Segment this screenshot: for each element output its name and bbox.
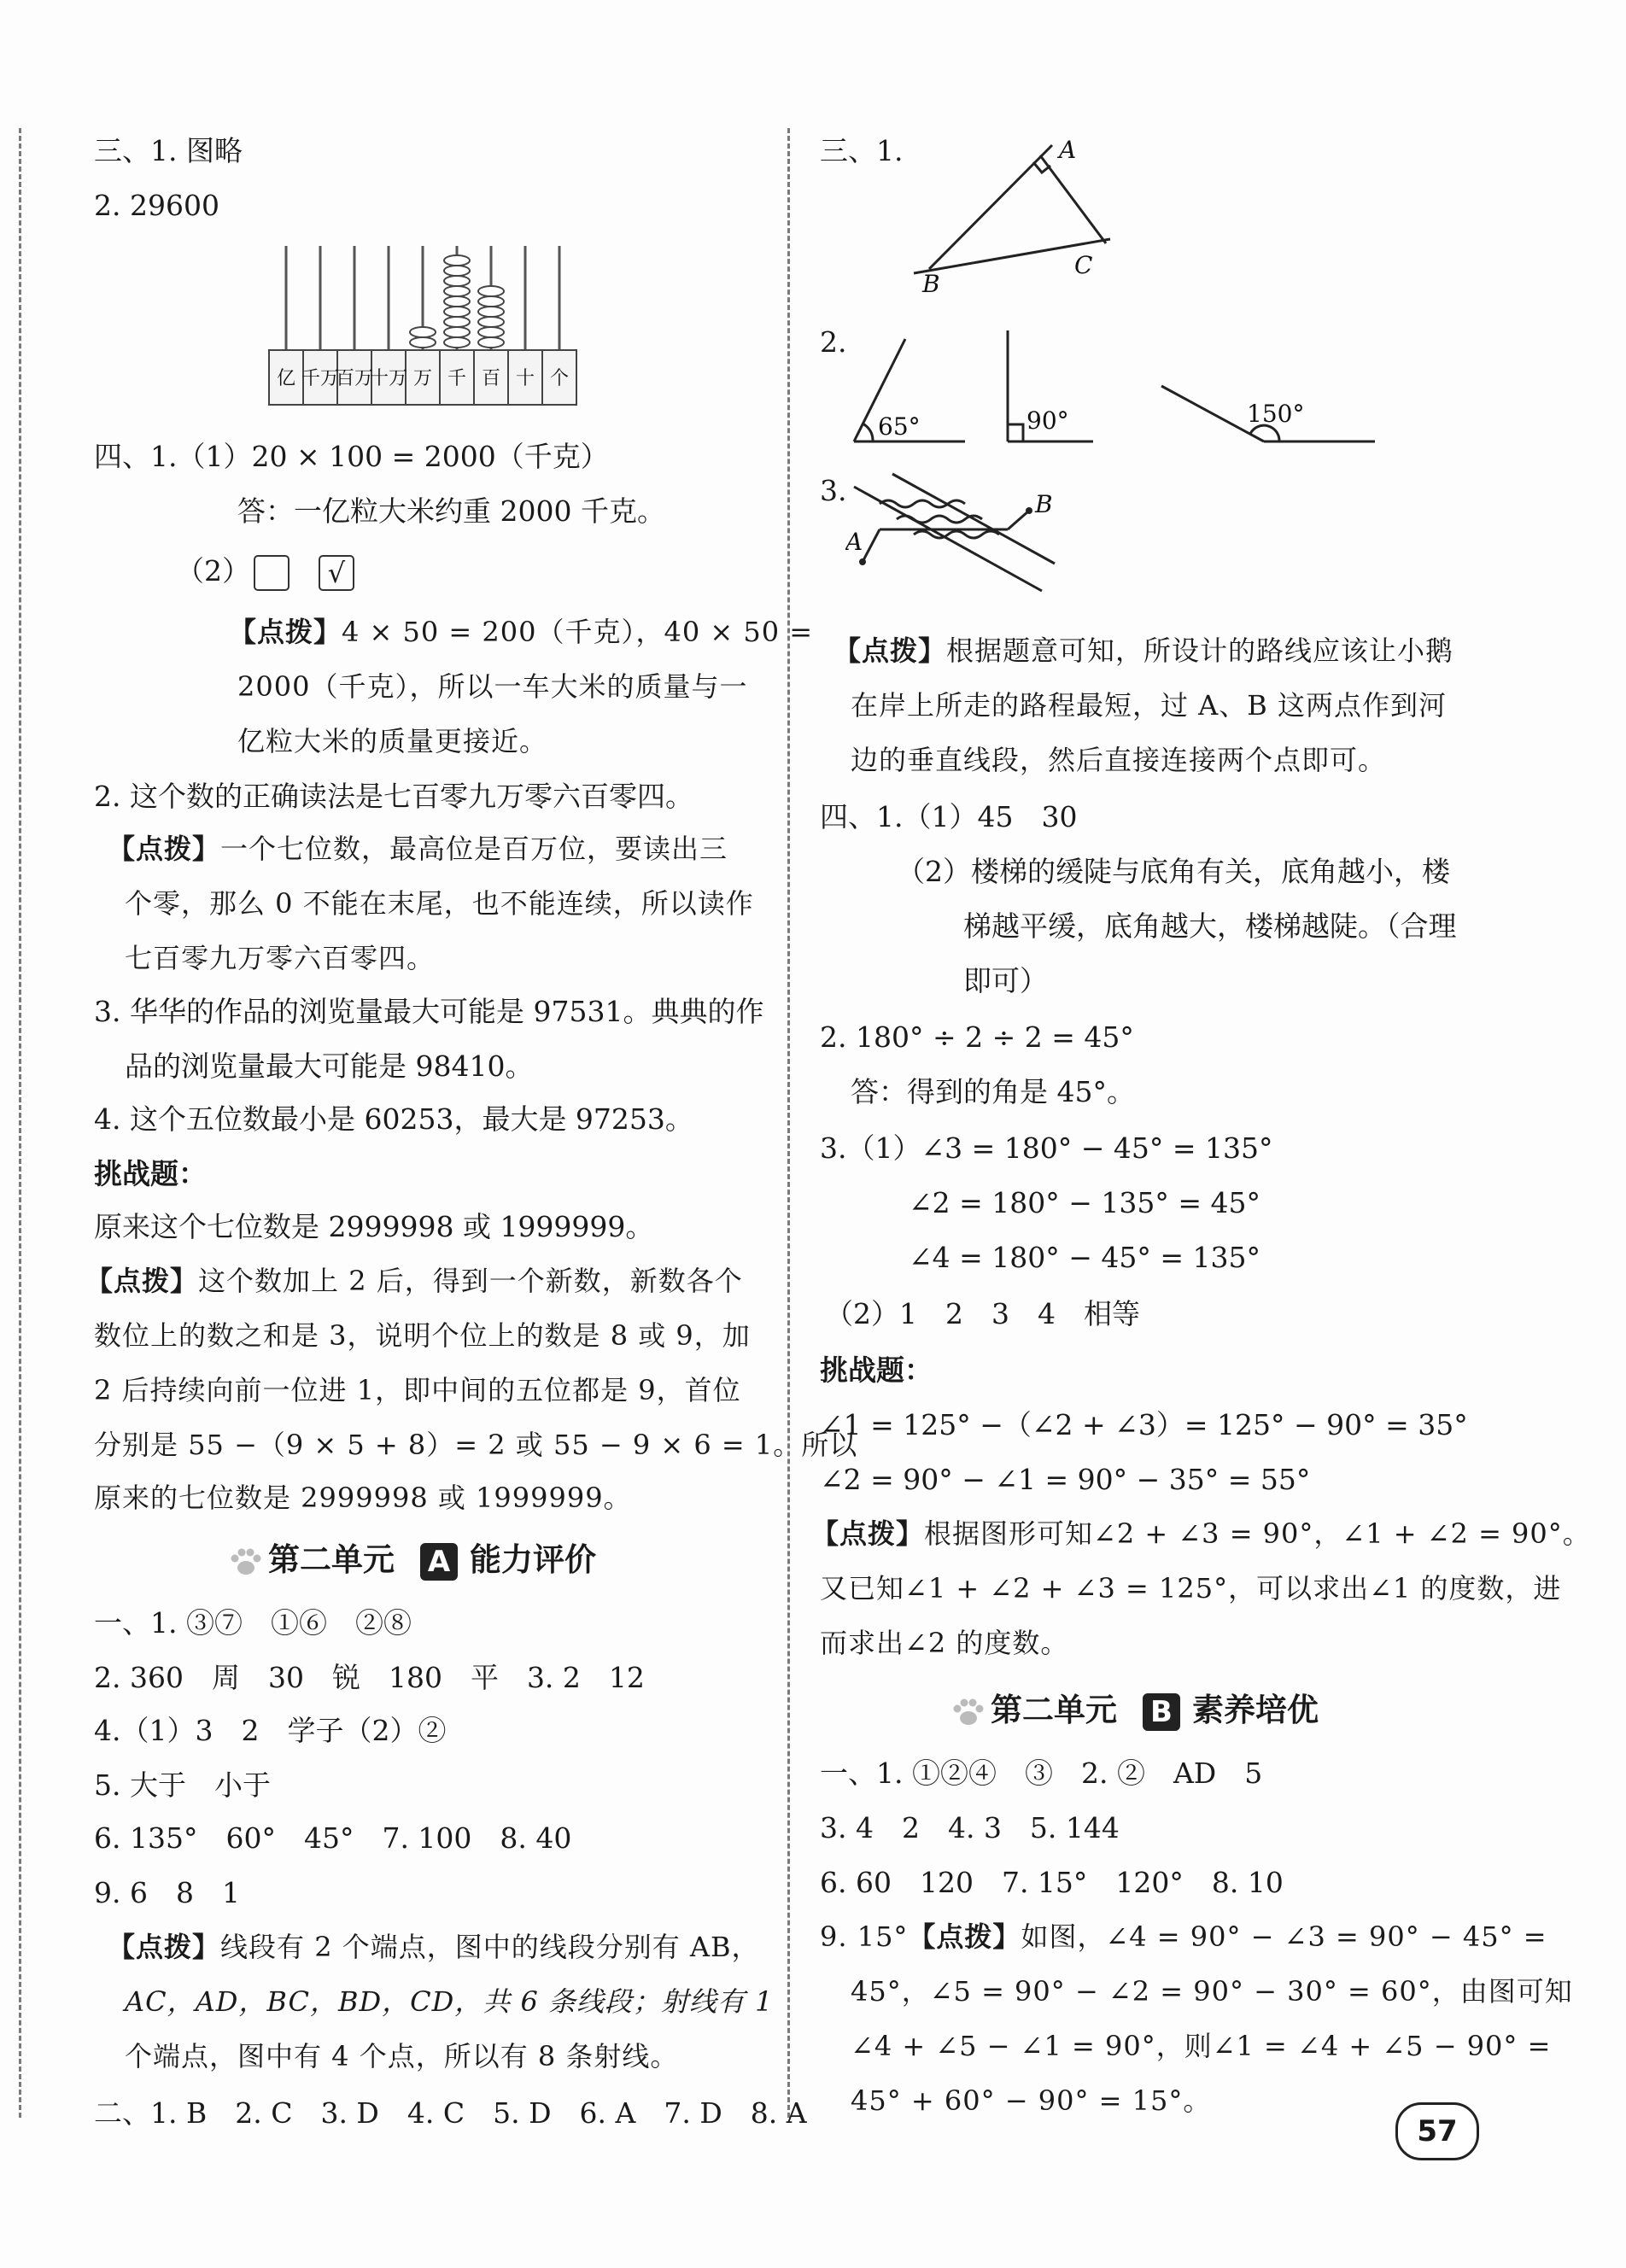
angle-label: 65° (878, 412, 921, 441)
answer-line: 5. 大于 小于 (94, 1768, 271, 1802)
angle-diagrams (845, 326, 1401, 454)
tip-line (108, 833, 728, 865)
tip-line: 又已知∠1 + ∠2 + ∠3 = 125°，可以求出∠1 的度数，进 (820, 1572, 1562, 1605)
river-route-diagram (845, 470, 1067, 598)
answer-line: 一、1. ①②④ ③ 2. ② AD 5 (820, 1757, 1263, 1790)
answer-line: 4. 这个五位数最小是 60253，最大是 97253。 (94, 1102, 693, 1136)
tip-text: 根据题意可知，所设计的路线应该让小鹅 (946, 634, 1454, 667)
section-heading-unit2-a (229, 1534, 596, 1581)
answer-line: 9. 6 8 1 (94, 1876, 240, 1909)
abacus-label: 百 (481, 368, 501, 389)
tip-tag: 【点拨】 (811, 1517, 925, 1550)
tip-line: 个零，那么 0 不能在末尾，也不能连续，所以读作 (125, 887, 754, 920)
tip-line: 45° + 60° − 90° = 15°。 (851, 2084, 1212, 2117)
level-badge: A (420, 1543, 458, 1581)
answer-line: 梯越平缓，底角越大，楼梯越陡。（合理 (963, 909, 1457, 943)
tip-line: 2 后持续向前一位进 1，即中间的五位都是 9，首位 (94, 1374, 741, 1406)
triangle-diagram (897, 128, 1127, 299)
answer-line: 3. 4 2 4. 3 5. 144 (820, 1811, 1120, 1844)
point-label: B (1035, 490, 1053, 518)
section-subtitle: 能力评价 (470, 1541, 596, 1578)
tip-line: ∠4 + ∠5 − ∠1 = 90°，则∠1 = ∠4 + ∠5 − 90° = (851, 2030, 1552, 2062)
tip-line (820, 1921, 1547, 1953)
tip-line: 七百零九万零六百零四。 (125, 942, 436, 974)
empty-checkbox (254, 555, 290, 591)
page-number: 57 (1395, 2102, 1479, 2160)
tip-line: 2000（千克），所以一车大米的质量与一 (237, 670, 748, 703)
tip-line (108, 1932, 760, 1963)
tip-line (85, 1266, 743, 1297)
tip-line: 而求出∠2 的度数。 (820, 1627, 1069, 1659)
answer-line: 三、1. 图略 (94, 134, 243, 167)
answer-line: 2. 这个数的正确读法是七百零九万零六百零四。 (94, 780, 693, 813)
abacus-diagram (265, 239, 589, 410)
tip-line (811, 1518, 1591, 1550)
tip-tag: 【点拨】 (908, 1920, 1021, 1953)
angle-label: 150° (1247, 400, 1305, 428)
answer-line: 6. 60 120 7. 15° 120° 8. 10 (820, 1866, 1284, 1899)
tip-text: 一个七位数，最高位是百万位，要读出三 (220, 833, 728, 865)
answer-line: 四、1.（1）20 × 100 = 2000（千克） (94, 440, 609, 473)
point-label: C (1074, 251, 1093, 279)
answer-line: 2. 29600 (94, 189, 219, 222)
tip-line: 45°，∠5 = 90° − ∠2 = 90° − 30° = 60°，由图可知 (851, 1975, 1573, 2008)
answer-line: 答：得到的角是 45°。 (851, 1075, 1135, 1108)
section-title: 第二单元 (268, 1541, 395, 1578)
section-subtitle: 素养培优 (1192, 1692, 1319, 1728)
answer-line: 2. 360 周 30 锐 180 平 3. 2 12 (94, 1661, 645, 1694)
tip-line: 个端点，图中有 4 个点，所以有 8 条射线。 (125, 2040, 679, 2072)
section-heading-unit2-b (951, 1684, 1319, 1731)
answer-line: 即可） (963, 964, 1048, 997)
answer-line: 3. (820, 474, 847, 507)
level-badge: B (1143, 1693, 1180, 1731)
point-label: A (845, 528, 863, 556)
tip-line: 原来的七位数是 2999998 或 1999999。 (94, 1482, 632, 1514)
paw-icon (229, 1547, 263, 1576)
answer-line: 答：一亿粒大米约重 2000 千克。 (237, 494, 665, 528)
tip-line (833, 635, 1453, 667)
tip-text: 根据图形可知∠2 + ∠3 = 90°，∠1 + ∠2 = 90°。 (924, 1517, 1591, 1550)
answer-line: 三、1. (820, 134, 904, 167)
section-title: 第二单元 (991, 1692, 1117, 1728)
tip-tag: 【点拨】 (85, 1265, 199, 1297)
answer-line: （2）1 2 3 4 相等 (825, 1297, 1140, 1330)
angle-label: 90° (1026, 406, 1069, 435)
answer-line: 二、1. B 2. C 3. D 4. C 5. D 6. A 7. D 8. A (94, 2096, 807, 2130)
abacus-label: 个 (549, 368, 570, 389)
answer-line: ∠2 = 180° − 135° = 45° (909, 1186, 1261, 1219)
paw-icon (951, 1698, 986, 1727)
tip-line: 分别是 55 −（9 × 5 + 8）= 2 或 55 − 9 × 6 = 1。所以 (94, 1429, 858, 1461)
answer-line: ∠4 = 180° − 45° = 135° (909, 1241, 1261, 1274)
tip-tag: 【点拨】 (229, 616, 342, 648)
tip-line: 边的垂直线段，然后直接连接两个点即可。 (851, 744, 1387, 776)
answer-line: 2. 180° ÷ 2 ÷ 2 = 45° (820, 1020, 1134, 1054)
tip-text: 线段有 2 个端点，图中的线段分别有 AB， (220, 1931, 760, 1963)
checked-checkbox: √ (319, 555, 354, 591)
answer-line: 四、1.（1）45 30 (820, 800, 1078, 833)
answer-line: 一、1. ③⑦ ①⑥ ②⑧ (94, 1606, 412, 1640)
answer-line: 3.（1）∠3 = 180° − 45° = 135° (820, 1131, 1273, 1165)
center-cut-line (787, 128, 790, 2118)
tip-text: 4 × 50 = 200（千克），40 × 50 = (342, 616, 814, 648)
answer-line: 2. (820, 325, 847, 359)
tip-text: 如图，∠4 = 90° − ∠3 = 90° − 45° = (1021, 1920, 1547, 1953)
tip-tag: 【点拨】 (833, 634, 947, 667)
point-label: A (1059, 136, 1077, 164)
tip-line: 在岸上所走的路程最短，过 A、B 这两点作到河 (851, 689, 1447, 722)
tip-text: 这个数加上 2 后，得到一个新数，新数各个 (198, 1265, 743, 1297)
abacus-label: 亿 (276, 368, 296, 389)
challenge-heading: 挑战题： (820, 1353, 933, 1387)
abacus-label: 十 (515, 368, 535, 389)
abacus-label: 十万 (369, 368, 408, 389)
tip-tag: 【点拨】 (108, 833, 221, 865)
answer-line: （2）楼梯的缓陡与底角有关，底角越小，楼 (897, 855, 1450, 888)
abacus-label: 千万 (301, 368, 340, 389)
abacus-label: 千 (447, 368, 467, 389)
answer-line: ∠1 = 125° −（∠2 + ∠3）= 125° − 90° = 35° (820, 1408, 1468, 1441)
abacus-label: 万 (412, 368, 433, 389)
answer-line: 品的浏览量最大可能是 98410。 (125, 1049, 534, 1083)
tip-line: 亿粒大米的质量更接近。 (237, 725, 548, 757)
answer-text: 9. 15° (820, 1920, 909, 1953)
answer-line: 3. 华华的作品的浏览量最大可能是 97531。典典的作 (94, 995, 764, 1028)
answer-line: 原来这个七位数是 2999998 或 1999999。 (94, 1210, 654, 1243)
tip-line: 数位上的数之和是 3，说明个位上的数是 8 或 9，加 (94, 1319, 751, 1352)
answer-line: 6. 135° 60° 45° 7. 100 8. 40 (94, 1821, 572, 1855)
item-prefix: （2） (176, 554, 250, 587)
point-label: B (922, 270, 940, 298)
tip-line (229, 617, 813, 648)
answer-line: ∠2 = 90° − ∠1 = 90° − 35° = 55° (820, 1463, 1311, 1496)
tip-tag: 【点拨】 (108, 1931, 221, 1963)
answer-line: 4.（1）3 2 学子（2）② (94, 1714, 447, 1747)
checkbox-row (176, 555, 380, 591)
challenge-heading: 挑战题： (94, 1157, 207, 1190)
tip-line: AC，AD，BC，BD，CD，共 6 条线段；射线有 1 (125, 1985, 774, 2018)
left-cut-line (19, 128, 21, 2118)
abacus-label: 百万 (335, 368, 374, 389)
